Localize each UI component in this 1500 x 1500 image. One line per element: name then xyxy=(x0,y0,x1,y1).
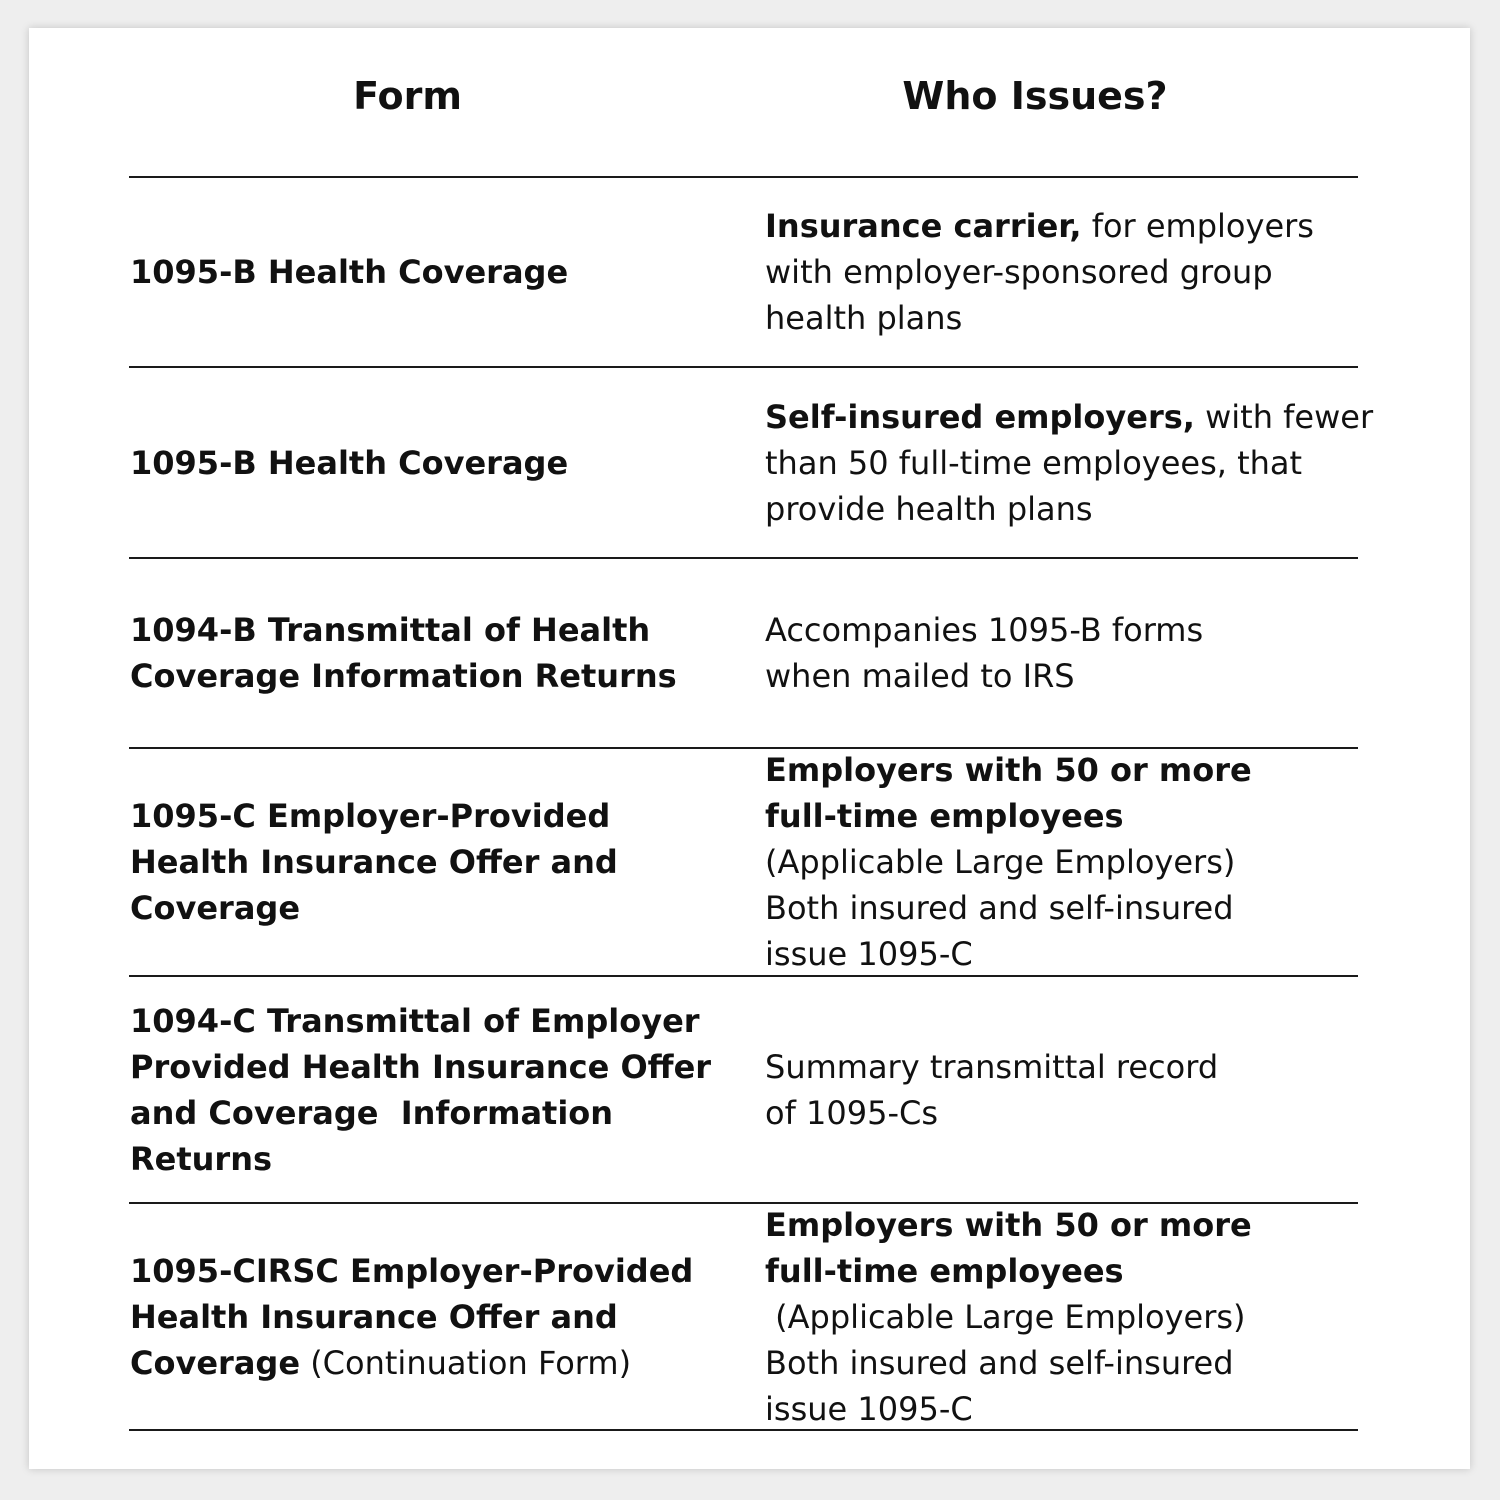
issuer-detail: (Applicable Large Employers) xyxy=(765,843,1236,881)
issuer-detail: issue 1095-C xyxy=(765,935,973,973)
issuer-detail: issue 1095-C xyxy=(765,1389,973,1428)
table-row-6-form xyxy=(130,1204,730,1429)
form-name: Health Insurance Offer and xyxy=(130,843,618,881)
issuer-detail: when mailed to IRS xyxy=(765,657,1075,695)
form-name: and Coverage Information xyxy=(130,1093,614,1132)
issuer-detail: with employer-sponsored group xyxy=(765,253,1273,291)
issuer-detail: of 1095-Cs xyxy=(765,1093,939,1132)
form-name: 1095-C Employer-Provided xyxy=(130,797,611,835)
table-row-4-issuer xyxy=(765,749,1365,975)
issuer-detail: Both insured and self-insured xyxy=(765,889,1234,927)
table-row-1-issuer xyxy=(765,178,1365,366)
form-name: 1094-C Transmittal of Employer xyxy=(130,1001,700,1040)
form-name: 1095-B Health Coverage xyxy=(130,443,569,482)
form-name: 1095-CIRSC Employer-Provided xyxy=(130,1251,694,1290)
issuer-name: Insurance carrier, xyxy=(765,207,1082,245)
issuer-name: full-time employees xyxy=(765,1251,1124,1290)
table-row-2-form xyxy=(130,368,730,557)
form-note: (Continuation Form) xyxy=(300,1343,632,1382)
table-row-1-form xyxy=(130,178,730,366)
issuer-detail: Accompanies 1095-B forms xyxy=(765,611,1204,649)
column-header-form: Form xyxy=(353,74,462,118)
form-name: 1095-B Health Coverage xyxy=(130,253,569,291)
issuer-detail: for employers xyxy=(1081,207,1314,245)
form-name: Provided Health Insurance Offer xyxy=(130,1047,712,1086)
form-name: Coverage xyxy=(130,1343,301,1382)
table-row-5-issuer xyxy=(765,977,1365,1202)
table-row-6-issuer xyxy=(765,1204,1365,1429)
issuer-detail: provide health plans xyxy=(765,489,1093,528)
issuer-detail: than 50 full-time employees, that xyxy=(765,443,1303,482)
column-header-who-issues: Who Issues? xyxy=(902,74,1168,118)
issuer-name: Self-insured employers, xyxy=(765,397,1195,436)
table-row-3-issuer xyxy=(765,559,1365,747)
form-name: Health Insurance Offer and xyxy=(130,1297,618,1336)
table-row-5-form xyxy=(130,977,730,1202)
form-name: 1094-B Transmittal of Health xyxy=(130,611,651,649)
issuer-detail: Summary transmittal record xyxy=(765,1047,1219,1086)
table-row-2-issuer xyxy=(765,368,1374,557)
form-name: Returns xyxy=(130,1139,273,1178)
issuer-name: Employers with 50 or more xyxy=(765,751,1252,789)
form-name: Coverage Information Returns xyxy=(130,657,677,695)
issuer-name: full-time employees xyxy=(765,797,1124,835)
issuer-detail: health plans xyxy=(765,299,963,337)
issuer-name: Employers with 50 or more xyxy=(765,1205,1252,1244)
table-row-4-form xyxy=(130,749,730,975)
issuer-detail: Both insured and self-insured xyxy=(765,1343,1234,1382)
table-row-3-form xyxy=(130,559,730,747)
issuer-detail: with fewer xyxy=(1194,397,1374,436)
issuer-detail: (Applicable Large Employers) xyxy=(765,1297,1246,1336)
form-name: Coverage xyxy=(130,889,301,927)
